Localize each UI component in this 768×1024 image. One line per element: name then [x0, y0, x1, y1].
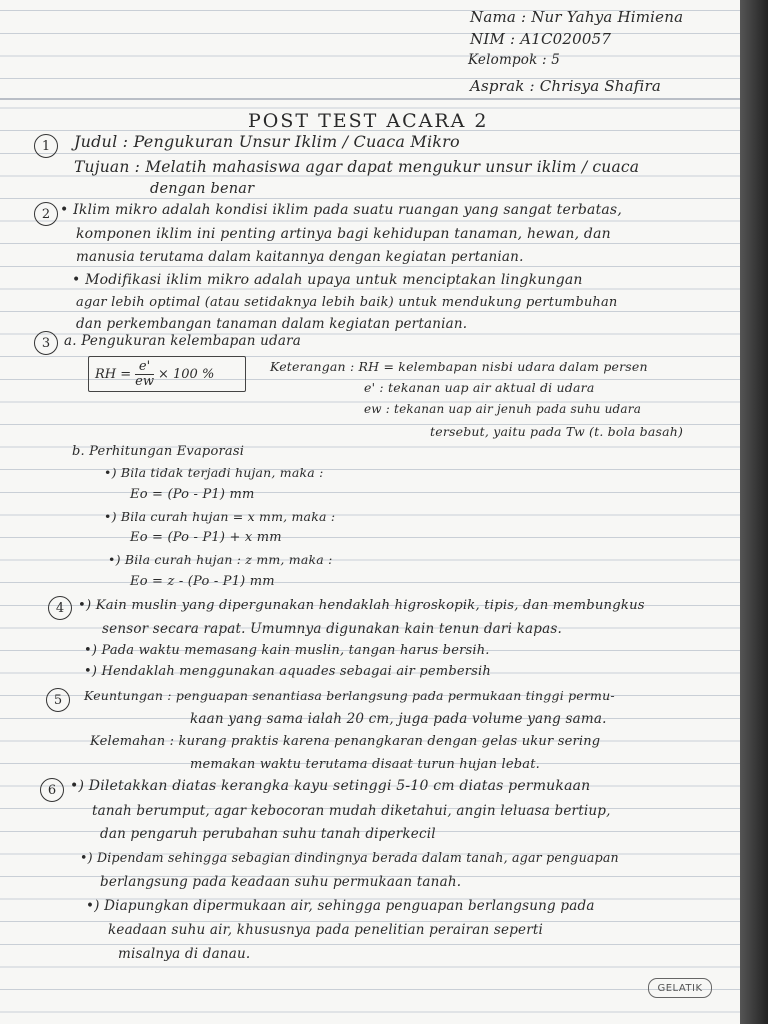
q3-keterangan-line4: tersebut, yaitu pada Tw (t. bola basah) [430, 424, 684, 439]
q4-line1: •) Kain muslin yang dipergunakan hendaklah higroskopik, tipis, dan membungkus [78, 598, 645, 613]
formula-denominator: ew [135, 373, 154, 389]
q6-line4: •) Dipendam sehingga sebagian dindingnya berada dalam tanah, agar penguapan [80, 850, 619, 865]
q6-line7: keadaan suhu air, khususnya pada penelitian perairan seperti [108, 922, 544, 938]
q3b-case1-formula: Eo = (Po - P1) mm [130, 487, 255, 502]
assistant-name: Asprak : Chrisya Shafira [470, 77, 662, 95]
notebook-brand-stamp: GELATIK [648, 978, 712, 998]
q3-keterangan-line3: ew : tekanan uap air jenuh pada suhu udara [364, 402, 642, 416]
q2-line3: manusia terutama dalam kaitannya dengan kegiatan pertanian. [76, 249, 524, 265]
q1-judul: Judul : Pengukuran Unsur Iklim / Cuaca Mikro [74, 132, 460, 151]
q3b-case3: •) Bila curah hujan : z mm, maka : [108, 552, 333, 567]
q3b-case2: •) Bila curah hujan = x mm, maka : [104, 509, 336, 524]
question-number-1: 1 [34, 134, 58, 158]
q6-line6: •) Diapungkan dipermukaan air, sehingga penguapan berlangsung pada [86, 898, 595, 914]
q6-line2: tanah berumput, agar kebocoran mudah diketahui, angin leluasa bertiup, [92, 803, 611, 819]
q5-line1: Keuntungan : penguapan senantiasa berlangsung pada permukaan tinggi permu- [84, 688, 615, 703]
q5-line3: Kelemahan : kurang praktis karena penangkaran dengan gelas ukur sering [90, 734, 601, 749]
student-nim: NIM : A1C020057 [470, 30, 612, 48]
q3b-case2-formula: Eo = (Po - P1) + x mm [130, 530, 282, 545]
q2-line5: agar lebih optimal (atau setidaknya lebih baik) untuk mendukung pertumbuhan [76, 295, 618, 310]
q1-tujuan-line2: dengan benar [150, 181, 255, 197]
q6-line1: •) Diletakkan diatas kerangka kayu setinggi 5-10 cm diatas permukaan [70, 778, 591, 794]
q2-line4: • Modifikasi iklim mikro adalah upaya untuk menciptakan lingkungan [72, 272, 583, 288]
q6-line3: dan pengaruh perubahan suhu tanah diperkecil [100, 826, 436, 842]
q5-line4: memakan waktu terutama disaat turun hujan lebat. [190, 757, 541, 772]
q4-line2: sensor secara rapat. Umumnya digunakan kain tenun dari kapas. [102, 621, 562, 637]
formula-rhs: × 100 % [157, 366, 215, 382]
q4-line3: •) Pada waktu memasang kain muslin, tangan harus bersih. [84, 643, 490, 658]
question-number-2: 2 [34, 202, 58, 226]
header-divider [0, 98, 740, 100]
group-number: Kelompok : 5 [468, 52, 561, 68]
formula-numerator: e' [135, 360, 154, 375]
question-number-6: 6 [40, 778, 64, 802]
q2-line1: • Iklim mikro adalah kondisi iklim pada suatu ruangan yang sangat terbatas, [60, 202, 622, 218]
q3a-title: a. Pengukuran kelembapan udara [64, 333, 302, 349]
q3b-case1: •) Bila tidak terjadi hujan, maka : [104, 465, 324, 480]
q4-line4: •) Hendaklah menggunakan aquades sebagai air pembersih [84, 664, 491, 679]
q6-line5: berlangsung pada keadaan suhu permukaan tanah. [100, 874, 462, 890]
rh-formula-box [88, 356, 246, 392]
question-number-4: 4 [48, 596, 72, 620]
q3b-title: b. Perhitungan Evaporasi [72, 444, 245, 459]
q3-keterangan-line2: e' : tekanan uap air aktual di udara [364, 380, 595, 395]
question-number-3: 3 [34, 331, 58, 355]
q1-tujuan-line1: Tujuan : Melatih mahasiswa agar dapat mengukur unsur iklim / cuaca [74, 158, 640, 176]
page-title: POST TEST ACARA 2 [248, 110, 489, 132]
student-name: Nama : Nur Yahya Himiena [470, 8, 684, 26]
background-edge [740, 0, 768, 1024]
q5-line2: kaan yang sama ialah 20 cm, juga pada volume yang sama. [190, 711, 607, 727]
q3b-case3-formula: Eo = z - (Po - P1) mm [130, 574, 275, 589]
q2-line6: dan perkembangan tanaman dalam kegiatan pertanian. [76, 316, 468, 332]
formula-fraction [135, 360, 154, 389]
q3-keterangan-line1: Keterangan : RH = kelembapan nisbi udara dalam persen [270, 359, 648, 374]
question-number-5: 5 [46, 688, 70, 712]
formula-lhs: RH = [95, 366, 132, 382]
q2-line2: komponen iklim ini penting artinya bagi kehidupan tanaman, hewan, dan [76, 226, 611, 242]
q6-line8: misalnya di danau. [118, 946, 251, 962]
